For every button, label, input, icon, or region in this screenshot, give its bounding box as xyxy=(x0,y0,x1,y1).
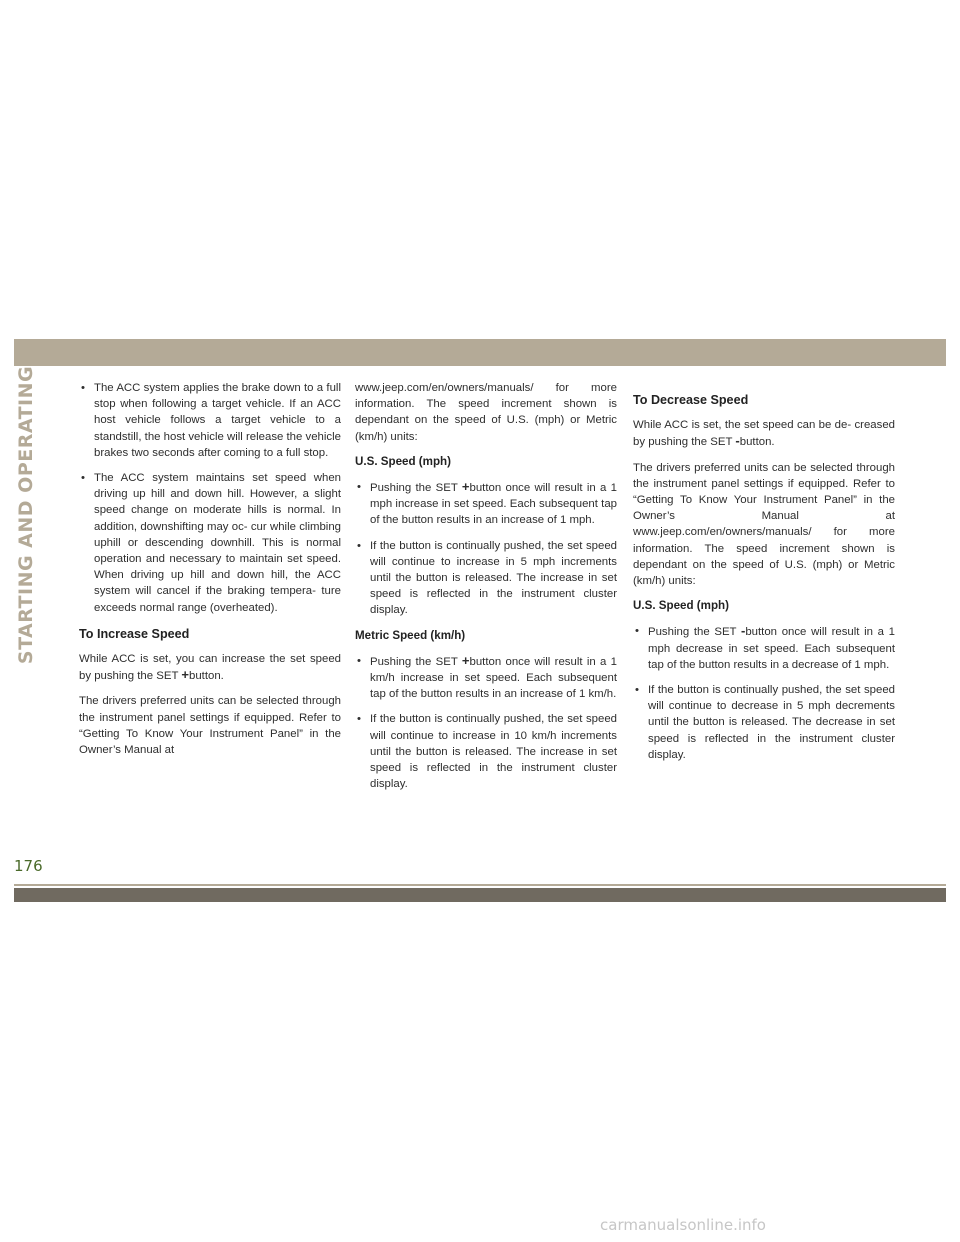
acc-behavior-list xyxy=(79,380,341,616)
set-plus-symbol: + xyxy=(181,667,189,683)
list-item: • Pushing the SET +button once will result in a 1 km/h increase in set speed. Each subsequent tap of the button results in an increase of 1 km/h. xyxy=(355,653,617,703)
heading-metric-speed: Metric Speed (km/h) xyxy=(355,628,466,642)
list-item: • The ACC system applies the brake down to a full stop when following a target vehicle. If an ACC host vehicle follows a target vehicle to a standstill, the host vehicle will release the vehicle brakes two seconds after coming to a full stop. xyxy=(79,380,341,461)
metric-speed-list xyxy=(355,653,617,793)
list-item: • If the button is continually pushed, the set speed will continue to decrease in 5 mph decrements until the button is released. The decrease in set speed is reflected in the instrument cluster display. xyxy=(633,682,895,763)
list-item: • If the button is continually pushed, the set speed will continue to increase in 10 km/h increments until the button is released. The increase in set speed is reflected in the instrument cluster display. xyxy=(355,711,617,792)
column-1 xyxy=(79,380,341,767)
header-bar xyxy=(14,339,946,366)
section-title: STARTING AND OPERATING xyxy=(15,365,38,664)
units-paragraph: The drivers preferred units can be selected through the instrument panel settings if equipped. Refer to “Getting To Know Your Instrument Panel” in the Owner’s Manual at xyxy=(79,695,341,757)
list-item: • If the button is continually pushed, the set speed will continue to increase in 5 mph increments until the button is released. The increase in set speed is reflected in the instrument cluster display. xyxy=(355,538,617,619)
us-speed-decrease-list xyxy=(633,623,895,763)
set-minus-symbol: - xyxy=(735,433,740,449)
list-item: • Pushing the SET +button once will result in a 1 mph increase in set speed. Each subsequent tap of the button results in an increase of 1 mph. xyxy=(355,479,617,529)
column-3 xyxy=(633,380,895,772)
us-speed-list xyxy=(355,479,617,619)
decrease-speed-paragraph: While ACC is set, the set speed can be de- creased by pushing the SET -button. xyxy=(633,419,895,449)
heading-increase-speed: To Increase Speed xyxy=(79,626,190,641)
section-tab xyxy=(11,365,41,664)
units-paragraph-continued: www.jeep.com/en/owners/manuals/ for more information. The speed increment shown is dependant on the speed of U.S. (mph) or Metric (km/h) units: xyxy=(355,382,617,443)
heading-us-speed: U.S. Speed (mph) xyxy=(633,599,729,613)
list-item: • The ACC system maintains set speed when driving up hill and down hill. However, a slight speed change on moderate hills is normal. In addition, downshifting may oc- cur while climbing uphill or descending downhill. This is normal operation and necessary to maintain set speed. When driving up hill and down hill, the ACC system will cancel if the braking tempera- ture exceeds normal range (overheated). xyxy=(79,470,341,616)
set-minus-symbol: - xyxy=(741,623,746,639)
page-number: 176 xyxy=(14,857,43,875)
column-2 xyxy=(355,380,617,801)
increase-speed-paragraph: While ACC is set, you can increase the set speed by pushing the SET +button. xyxy=(79,653,341,683)
list-item: • Pushing the SET -button once will result in a 1 mph decrease in set speed. Each subsequent tap of the button results in a decrease of 1 mph. xyxy=(633,623,895,673)
set-plus-symbol: + xyxy=(461,652,470,668)
units-paragraph: The drivers preferred units can be selected through the instrument panel settings if equipped. Refer to “Getting To Know Your Instrument Panel” in the Owner’s Manual at www.jeep.com/en/owners/manuals/ for more information. The speed increment shown is dependant on the speed of U.S. (mph) or Metric (km/h) units: xyxy=(633,461,895,588)
heading-decrease-speed: To Decrease Speed xyxy=(633,393,749,407)
set-plus-symbol: + xyxy=(461,479,470,495)
heading-us-speed: U.S. Speed (mph) xyxy=(355,454,451,468)
watermark: carmanualsonline.info xyxy=(600,1216,766,1234)
footer-rule xyxy=(14,884,946,886)
footer-bar xyxy=(14,888,946,902)
